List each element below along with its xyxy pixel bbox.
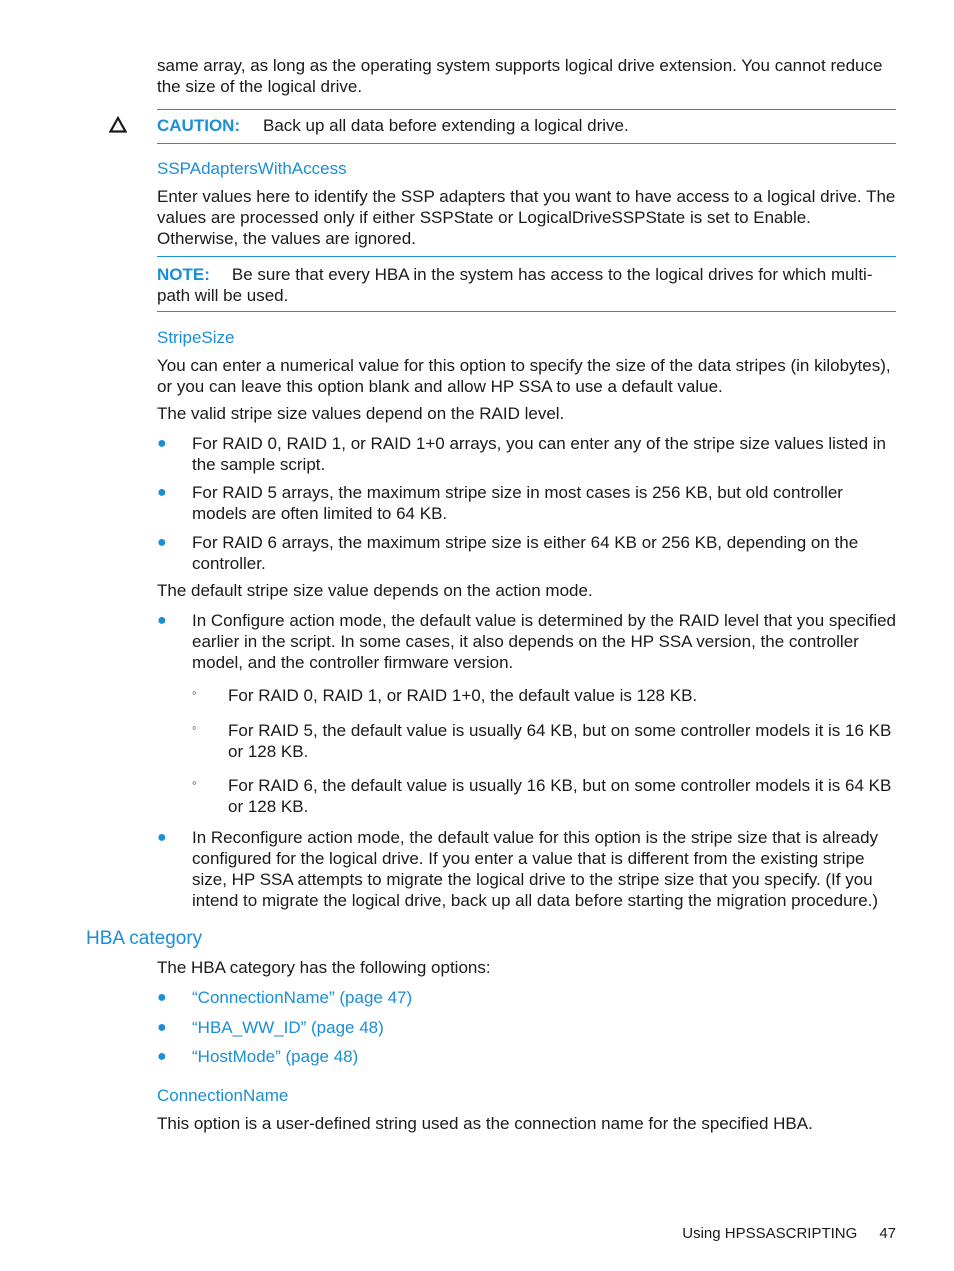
page-number: 47 xyxy=(879,1225,896,1242)
bullet-dot-icon: ● xyxy=(157,435,167,452)
circle-bullet-icon: ◦ xyxy=(192,685,197,700)
stripe-heading: StripeSize xyxy=(157,328,235,347)
connectionname-paragraph: This option is a user-defined string used as the connection name for the specified HBA. xyxy=(157,1114,813,1133)
ssp-paragraph: Enter values here to identify the SSP adapters that you want to have access to a logical drive. The values are processed only if either SSPState or LogicalDriveSSPState is set to Enable. Otherwise, the values are ignored. xyxy=(157,187,896,248)
sub-list-item-text: For RAID 5, the default value is usually 64 KB, but on some controller models it is 16 KB or 128 KB. xyxy=(228,721,892,761)
footer-section-title: Using HPSSASCRIPTING xyxy=(682,1225,858,1242)
hba-category-heading: HBA category xyxy=(86,928,203,949)
link-hostmode[interactable]: “HostMode” (page 48) xyxy=(192,1047,359,1066)
bullet-dot-icon: ● xyxy=(157,612,167,629)
note-bottom-rule xyxy=(157,311,896,312)
note-box xyxy=(157,264,896,306)
caution-bottom-rule xyxy=(157,143,896,144)
connectionname-heading: ConnectionName xyxy=(157,1086,289,1105)
caution-box xyxy=(157,115,896,136)
hba-intro: The HBA category has the following options: xyxy=(157,958,491,977)
list-item-text: For RAID 6 arrays, the maximum stripe size is either 64 KB or 256 KB, depending on the controller. xyxy=(192,533,859,573)
circle-bullet-icon: ◦ xyxy=(192,720,197,735)
bullet-dot-icon: ● xyxy=(157,989,167,1006)
bullet-dot-icon: ● xyxy=(157,829,167,846)
bullet-dot-icon: ● xyxy=(157,534,167,551)
page-footer xyxy=(682,1223,896,1244)
stripe-paragraph-1: You can enter a numerical value for this option to specify the size of the data stripes (in kilobytes), or you can leave this option blank and allow HP SSA to use a default value. xyxy=(157,356,891,396)
caution-label: CAUTION: xyxy=(157,116,241,135)
link-connectionname[interactable]: “ConnectionName” (page 47) xyxy=(192,988,413,1007)
list-item-text: In Configure action mode, the default value is determined by the RAID level that you specified earlier in the script. In some cases, it also depends on the HP SSA version, the controller model, and the controller firmware version. xyxy=(192,611,897,672)
bullet-dot-icon: ● xyxy=(157,1019,167,1036)
stripe-paragraph-2: The valid stripe size values depend on the RAID level. xyxy=(157,404,565,423)
warning-triangle-icon xyxy=(109,116,127,134)
note-label: NOTE: xyxy=(157,265,210,284)
list-item-text: In Reconfigure action mode, the default value for this option is the stripe size that is already configured for the logical drive. If you enter a value that is different from the existing stripe size, HP SSA attempts to migrate the logical drive to the stripe size that you specify. (If you intend to migrate the logical drive, back up all data before starting the migration procedure.) xyxy=(192,828,879,910)
intro-paragraph: same array, as long as the operating system supports logical drive extension. You cannot reduce the size of the logical drive. xyxy=(157,56,883,96)
circle-bullet-icon: ◦ xyxy=(192,775,197,790)
list-item-text: For RAID 5 arrays, the maximum stripe size in most cases is 256 KB, but old controller models are often limited to 64 KB. xyxy=(192,483,843,523)
note-text: Be sure that every HBA in the system has access to the logical drives for which multi-path will be used. xyxy=(157,265,873,305)
caution-text: Back up all data before extending a logical drive. xyxy=(263,116,629,135)
bullet-dot-icon: ● xyxy=(157,484,167,501)
ssp-heading: SSPAdaptersWithAccess xyxy=(157,159,347,178)
caution-top-rule xyxy=(157,109,896,110)
stripe-paragraph-3: The default stripe size value depends on the action mode. xyxy=(157,581,593,600)
link-hba-ww-id[interactable]: “HBA_WW_ID” (page 48) xyxy=(192,1018,384,1037)
list-item-text: For RAID 0, RAID 1, or RAID 1+0 arrays, you can enter any of the stripe size values listed in the sample script. xyxy=(192,434,886,474)
note-top-rule xyxy=(157,256,896,257)
sub-list-item-text: For RAID 0, RAID 1, or RAID 1+0, the default value is 128 KB. xyxy=(228,686,698,705)
sub-list-item-text: For RAID 6, the default value is usually 16 KB, but on some controller models it is 64 KB or 128 KB. xyxy=(228,776,892,816)
bullet-dot-icon: ● xyxy=(157,1048,167,1065)
